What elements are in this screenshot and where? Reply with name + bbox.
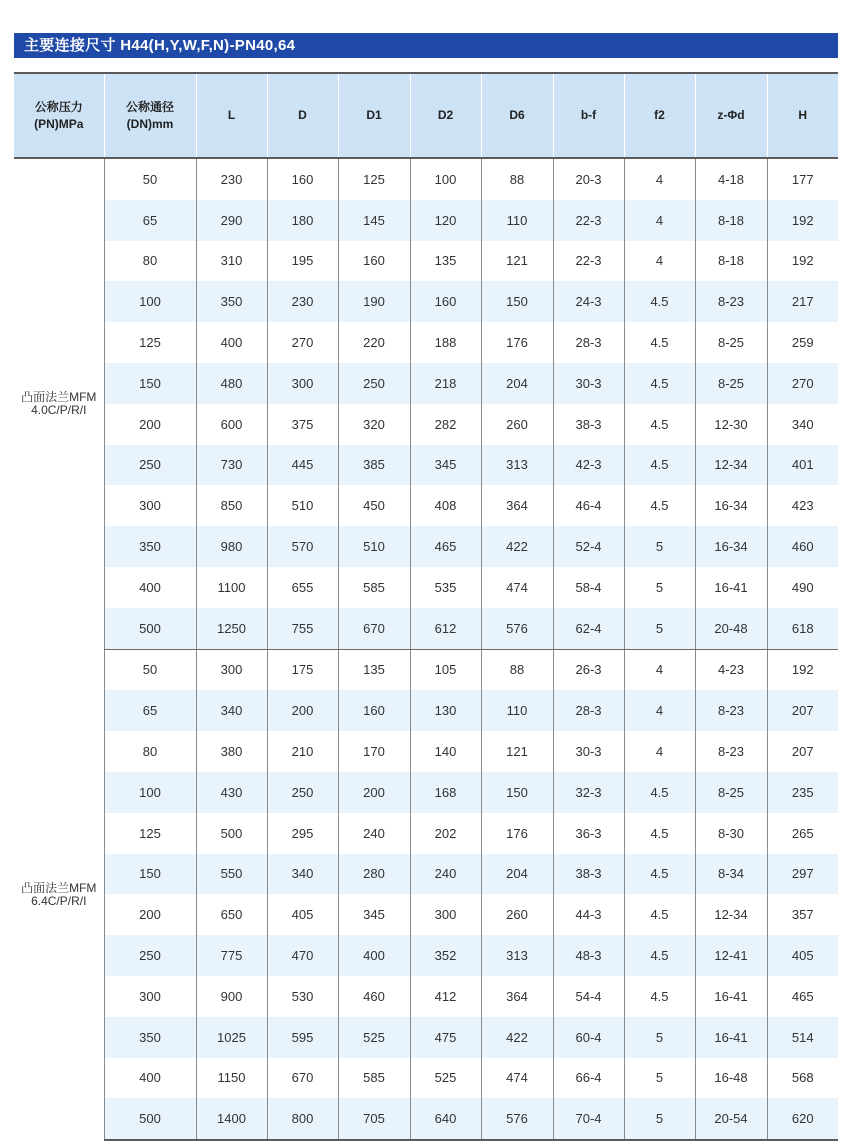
table-cell: 60-4 (553, 1017, 624, 1058)
table-cell: 176 (481, 322, 553, 363)
table-cell: 300 (196, 649, 267, 690)
table-cell: 640 (410, 1098, 481, 1140)
table-cell: 400 (338, 935, 410, 976)
table-cell: 4.5 (624, 404, 695, 445)
table-cell: 4-18 (695, 158, 767, 200)
table-cell: 4.5 (624, 935, 695, 976)
table-row (14, 772, 838, 813)
table-row (14, 894, 838, 935)
table-cell: 168 (410, 772, 481, 813)
column-header: D6 (481, 73, 553, 158)
table-cell: 300 (267, 363, 338, 404)
table-cell: 12-30 (695, 404, 767, 445)
table-cell: 345 (338, 894, 410, 935)
table-cell: 510 (267, 485, 338, 526)
table-cell: 5 (624, 608, 695, 649)
table-row (14, 485, 838, 526)
table-cell: 313 (481, 935, 553, 976)
table-cell: 475 (410, 1017, 481, 1058)
table-cell: 500 (104, 1098, 196, 1140)
table-row (14, 158, 838, 200)
table-cell: 16-41 (695, 567, 767, 608)
table-cell: 4.5 (624, 976, 695, 1017)
table-row (14, 690, 838, 731)
table-cell: 65 (104, 690, 196, 731)
table-cell: 200 (104, 894, 196, 935)
table-cell: 250 (104, 935, 196, 976)
table-cell: 50 (104, 158, 196, 200)
table-cell: 525 (338, 1017, 410, 1058)
table-cell: 125 (338, 158, 410, 200)
table-cell: 290 (196, 200, 267, 241)
table-cell: 4.5 (624, 485, 695, 526)
table-cell: 120 (410, 200, 481, 241)
table-cell: 310 (196, 241, 267, 282)
table-cell: 340 (196, 690, 267, 731)
table-cell: 450 (338, 485, 410, 526)
table-cell: 670 (338, 608, 410, 649)
dimensions-table (14, 72, 838, 1141)
table-cell: 5 (624, 526, 695, 567)
table-cell: 192 (767, 200, 838, 241)
table-cell: 4.5 (624, 854, 695, 895)
table-cell: 140 (410, 731, 481, 772)
table-cell: 192 (767, 241, 838, 282)
table-cell: 375 (267, 404, 338, 445)
table-cell: 230 (196, 158, 267, 200)
table-cell: 300 (104, 485, 196, 526)
table-cell: 423 (767, 485, 838, 526)
table-cell: 357 (767, 894, 838, 935)
table-cell: 62-4 (553, 608, 624, 649)
table-cell: 8-30 (695, 813, 767, 854)
table-cell: 32-3 (553, 772, 624, 813)
table-cell: 775 (196, 935, 267, 976)
table-cell: 650 (196, 894, 267, 935)
table-cell: 612 (410, 608, 481, 649)
table-cell: 1250 (196, 608, 267, 649)
column-header: D2 (410, 73, 481, 158)
table-cell: 20-3 (553, 158, 624, 200)
table-cell: 5 (624, 1017, 695, 1058)
column-header: D1 (338, 73, 410, 158)
table-cell: 8-23 (695, 281, 767, 322)
table-cell: 470 (267, 935, 338, 976)
table-cell: 28-3 (553, 690, 624, 731)
table-cell: 1025 (196, 1017, 267, 1058)
table-cell: 190 (338, 281, 410, 322)
table-cell: 218 (410, 363, 481, 404)
table-cell: 22-3 (553, 200, 624, 241)
table-cell: 400 (196, 322, 267, 363)
table-cell: 16-41 (695, 1017, 767, 1058)
table-cell: 30-3 (553, 731, 624, 772)
table-cell: 8-25 (695, 322, 767, 363)
column-header: z-Φd (695, 73, 767, 158)
table-cell: 121 (481, 731, 553, 772)
table-cell: 125 (104, 322, 196, 363)
table-cell: 480 (196, 363, 267, 404)
table-cell: 655 (267, 567, 338, 608)
table-cell: 401 (767, 445, 838, 486)
table-row (14, 526, 838, 567)
table-cell: 270 (767, 363, 838, 404)
table-cell: 340 (267, 854, 338, 895)
table-cell: 4.5 (624, 281, 695, 322)
table-cell: 180 (267, 200, 338, 241)
table-row (14, 976, 838, 1017)
table-cell: 160 (267, 158, 338, 200)
table-cell: 280 (338, 854, 410, 895)
table-cell: 980 (196, 526, 267, 567)
table-cell: 80 (104, 731, 196, 772)
table-cell: 600 (196, 404, 267, 445)
table-cell: 282 (410, 404, 481, 445)
table-row (14, 608, 838, 649)
table-cell: 313 (481, 445, 553, 486)
table-cell: 105 (410, 649, 481, 690)
table-cell: 570 (267, 526, 338, 567)
table-cell: 160 (338, 241, 410, 282)
table-cell: 670 (267, 1058, 338, 1099)
table-cell: 121 (481, 241, 553, 282)
table-cell: 800 (267, 1098, 338, 1140)
table-cell: 445 (267, 445, 338, 486)
table-cell: 65 (104, 200, 196, 241)
table-cell: 400 (104, 1058, 196, 1099)
table-cell: 195 (267, 241, 338, 282)
table-cell: 465 (410, 526, 481, 567)
table-row (14, 731, 838, 772)
table-cell: 200 (338, 772, 410, 813)
table-cell: 12-41 (695, 935, 767, 976)
pressure-group-label: 凸面法兰MFM 6.4C/P/R/I (14, 649, 104, 1140)
table-cell: 38-3 (553, 854, 624, 895)
table-cell: 8-18 (695, 241, 767, 282)
table-row (14, 1098, 838, 1140)
table-cell: 42-3 (553, 445, 624, 486)
table-cell: 250 (338, 363, 410, 404)
table-cell: 4 (624, 200, 695, 241)
table-cell: 364 (481, 485, 553, 526)
table-cell: 4.5 (624, 445, 695, 486)
table-row (14, 200, 838, 241)
table-cell: 175 (267, 649, 338, 690)
table-cell: 160 (338, 690, 410, 731)
table-cell: 405 (267, 894, 338, 935)
table-cell: 16-41 (695, 976, 767, 1017)
table-cell: 585 (338, 1058, 410, 1099)
table-cell: 66-4 (553, 1058, 624, 1099)
table-cell: 200 (104, 404, 196, 445)
table-cell: 405 (767, 935, 838, 976)
table-cell: 295 (267, 813, 338, 854)
table-cell: 150 (481, 772, 553, 813)
table-cell: 900 (196, 976, 267, 1017)
table-cell: 595 (267, 1017, 338, 1058)
table-cell: 250 (104, 445, 196, 486)
table-cell: 150 (104, 363, 196, 404)
table-cell: 705 (338, 1098, 410, 1140)
table-cell: 4.5 (624, 813, 695, 854)
table-cell: 350 (104, 526, 196, 567)
column-header: D (267, 73, 338, 158)
table-cell: 210 (267, 731, 338, 772)
table-cell: 150 (481, 281, 553, 322)
table-cell: 576 (481, 608, 553, 649)
table-cell: 8-25 (695, 772, 767, 813)
table-cell: 48-3 (553, 935, 624, 976)
table-cell: 26-3 (553, 649, 624, 690)
table-cell: 130 (410, 690, 481, 731)
table-cell: 12-34 (695, 445, 767, 486)
table-row (14, 935, 838, 976)
column-header: f2 (624, 73, 695, 158)
table-cell: 4.5 (624, 772, 695, 813)
table-cell: 490 (767, 567, 838, 608)
table-cell: 4.5 (624, 894, 695, 935)
table-cell: 297 (767, 854, 838, 895)
table-cell: 125 (104, 813, 196, 854)
table-cell: 240 (338, 813, 410, 854)
table-cell: 200 (267, 690, 338, 731)
table-cell: 430 (196, 772, 267, 813)
table-cell: 730 (196, 445, 267, 486)
table-cell: 525 (410, 1058, 481, 1099)
table-cell: 8-25 (695, 363, 767, 404)
table-cell: 24-3 (553, 281, 624, 322)
table-cell: 20-54 (695, 1098, 767, 1140)
table-cell: 270 (267, 322, 338, 363)
table-cell: 177 (767, 158, 838, 200)
table-cell: 412 (410, 976, 481, 1017)
column-header: 公称压力 (PN)MPa (14, 73, 104, 158)
table-cell: 260 (481, 894, 553, 935)
table-cell: 474 (481, 1058, 553, 1099)
table-cell: 260 (481, 404, 553, 445)
table-cell: 204 (481, 363, 553, 404)
table-cell: 755 (267, 608, 338, 649)
table-cell: 4.5 (624, 322, 695, 363)
table-cell: 202 (410, 813, 481, 854)
table-cell: 620 (767, 1098, 838, 1140)
table-cell: 340 (767, 404, 838, 445)
table-row (14, 281, 838, 322)
table-cell: 618 (767, 608, 838, 649)
table-cell: 12-34 (695, 894, 767, 935)
table-cell: 8-34 (695, 854, 767, 895)
column-header: b-f (553, 73, 624, 158)
table-cell: 408 (410, 485, 481, 526)
table-cell: 5 (624, 1098, 695, 1140)
table-cell: 550 (196, 854, 267, 895)
table-row (14, 567, 838, 608)
table-cell: 100 (104, 281, 196, 322)
table-cell: 585 (338, 567, 410, 608)
pressure-group-label: 凸面法兰MFM 4.0C/P/R/I (14, 158, 104, 649)
table-cell: 44-3 (553, 894, 624, 935)
table-cell: 88 (481, 649, 553, 690)
table-cell: 300 (104, 976, 196, 1017)
table-cell: 5 (624, 567, 695, 608)
table-cell: 422 (481, 526, 553, 567)
table-cell: 4 (624, 690, 695, 731)
table-cell: 38-3 (553, 404, 624, 445)
table-cell: 422 (481, 1017, 553, 1058)
table-cell: 188 (410, 322, 481, 363)
table-cell: 265 (767, 813, 838, 854)
table-cell: 30-3 (553, 363, 624, 404)
table-cell: 510 (338, 526, 410, 567)
table-cell: 16-34 (695, 526, 767, 567)
table-cell: 70-4 (553, 1098, 624, 1140)
table-row (14, 363, 838, 404)
column-header: H (767, 73, 838, 158)
table-row (14, 445, 838, 486)
table-title: 主要连接尺寸 H44(H,Y,W,F,N)-PN40,64 (14, 33, 838, 58)
table-cell: 110 (481, 690, 553, 731)
table-cell: 320 (338, 404, 410, 445)
table-cell: 4 (624, 158, 695, 200)
table-cell: 8-18 (695, 200, 767, 241)
table-cell: 850 (196, 485, 267, 526)
table-cell: 465 (767, 976, 838, 1017)
table-cell: 20-48 (695, 608, 767, 649)
table-cell: 5 (624, 1058, 695, 1099)
table-cell: 135 (410, 241, 481, 282)
table-row (14, 649, 838, 690)
table-cell: 207 (767, 731, 838, 772)
table-cell: 400 (104, 567, 196, 608)
table-row (14, 1058, 838, 1099)
table-cell: 535 (410, 567, 481, 608)
table-cell: 514 (767, 1017, 838, 1058)
table-cell: 160 (410, 281, 481, 322)
table-cell: 380 (196, 731, 267, 772)
table-cell: 352 (410, 935, 481, 976)
table-cell: 230 (267, 281, 338, 322)
table-cell: 345 (410, 445, 481, 486)
table-cell: 22-3 (553, 241, 624, 282)
table-cell: 16-48 (695, 1058, 767, 1099)
table-cell: 28-3 (553, 322, 624, 363)
table-cell: 8-23 (695, 731, 767, 772)
table-cell: 54-4 (553, 976, 624, 1017)
table-row (14, 322, 838, 363)
table-cell: 568 (767, 1058, 838, 1099)
table-cell: 16-34 (695, 485, 767, 526)
table-cell: 1150 (196, 1058, 267, 1099)
table-cell: 259 (767, 322, 838, 363)
table-cell: 204 (481, 854, 553, 895)
table-cell: 530 (267, 976, 338, 1017)
table-cell: 58-4 (553, 567, 624, 608)
table-cell: 576 (481, 1098, 553, 1140)
table-row (14, 1017, 838, 1058)
table-cell: 88 (481, 158, 553, 200)
column-header: L (196, 73, 267, 158)
table-row (14, 404, 838, 445)
table-cell: 235 (767, 772, 838, 813)
table-cell: 364 (481, 976, 553, 1017)
table-cell: 135 (338, 649, 410, 690)
table-row (14, 241, 838, 282)
table-cell: 8-23 (695, 690, 767, 731)
column-header: 公称通径 (DN)mm (104, 73, 196, 158)
table-cell: 217 (767, 281, 838, 322)
table-cell: 192 (767, 649, 838, 690)
table-cell: 240 (410, 854, 481, 895)
table-cell: 207 (767, 690, 838, 731)
table-cell: 46-4 (553, 485, 624, 526)
table-cell: 100 (104, 772, 196, 813)
table-cell: 4 (624, 731, 695, 772)
table-cell: 350 (196, 281, 267, 322)
header-row (14, 73, 838, 158)
table-cell: 385 (338, 445, 410, 486)
table-cell: 500 (196, 813, 267, 854)
table-cell: 80 (104, 241, 196, 282)
table-cell: 170 (338, 731, 410, 772)
table-cell: 145 (338, 200, 410, 241)
table-cell: 300 (410, 894, 481, 935)
table-cell: 350 (104, 1017, 196, 1058)
table-cell: 4-23 (695, 649, 767, 690)
table-row (14, 854, 838, 895)
table-cell: 220 (338, 322, 410, 363)
table-cell: 4 (624, 649, 695, 690)
table-cell: 460 (338, 976, 410, 1017)
table-cell: 150 (104, 854, 196, 895)
table-cell: 110 (481, 200, 553, 241)
table-cell: 100 (410, 158, 481, 200)
table-cell: 250 (267, 772, 338, 813)
table-cell: 1100 (196, 567, 267, 608)
table-cell: 474 (481, 567, 553, 608)
table-cell: 52-4 (553, 526, 624, 567)
table-cell: 50 (104, 649, 196, 690)
table-cell: 4 (624, 241, 695, 282)
table-cell: 4.5 (624, 363, 695, 404)
table-row (14, 813, 838, 854)
table-cell: 1400 (196, 1098, 267, 1140)
table-cell: 36-3 (553, 813, 624, 854)
table-cell: 460 (767, 526, 838, 567)
table-cell: 176 (481, 813, 553, 854)
table-cell: 500 (104, 608, 196, 649)
